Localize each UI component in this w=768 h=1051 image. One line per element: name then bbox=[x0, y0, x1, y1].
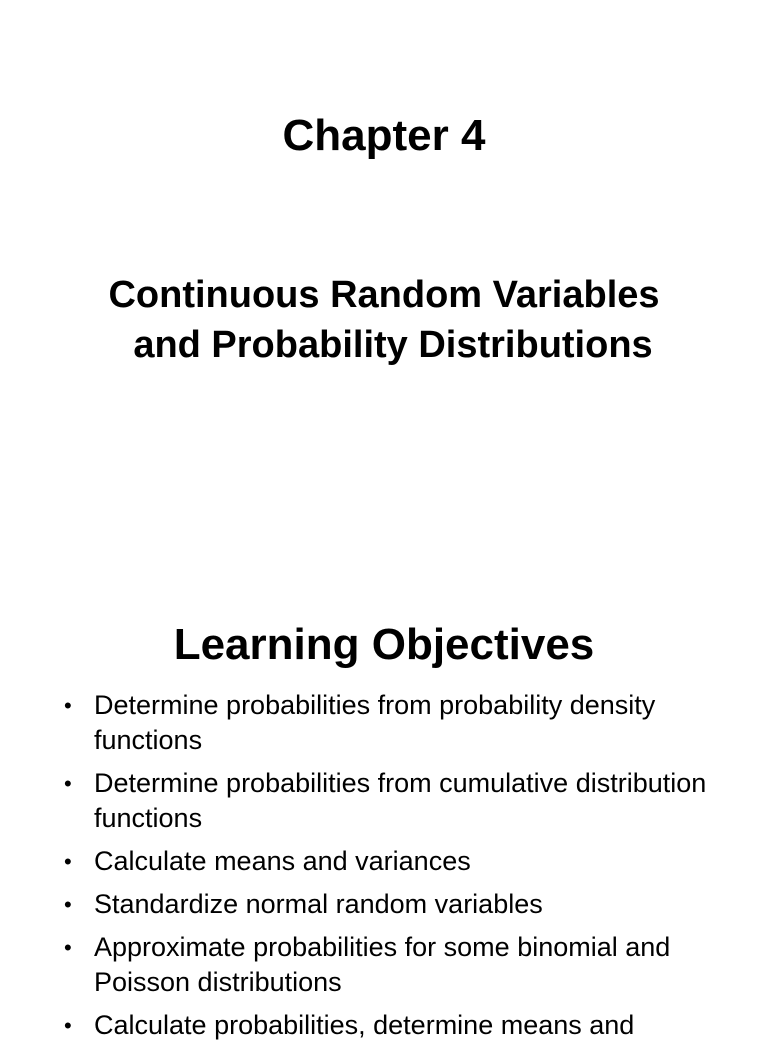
bullet-icon: • bbox=[64, 892, 72, 917]
list-item bbox=[64, 930, 744, 1000]
list-item-text: Determine probabilities from cumulative distribution functions bbox=[94, 768, 707, 833]
list-item-text: Approximate probabilities for some binomial and Poisson distributions bbox=[94, 932, 671, 997]
objectives-slide bbox=[0, 560, 768, 1040]
objectives-list bbox=[64, 688, 744, 1051]
list-item bbox=[64, 688, 744, 758]
subtitle-line-2: and Probability Distributions bbox=[133, 324, 653, 366]
bullet-icon: • bbox=[64, 935, 72, 960]
subtitle-line-1: Continuous Random Variables bbox=[108, 274, 660, 316]
chapter-title: Chapter 4 bbox=[282, 111, 486, 160]
objectives-title: Learning Objectives bbox=[173, 620, 595, 669]
bullet-icon: • bbox=[64, 849, 72, 874]
bullet-icon: • bbox=[64, 693, 72, 718]
list-item bbox=[64, 844, 744, 879]
list-item-text: Determine probabilities from probability density functions bbox=[94, 690, 656, 755]
list-item bbox=[64, 766, 744, 836]
chapter-subtitle bbox=[40, 270, 728, 370]
list-item bbox=[64, 887, 744, 922]
list-item-text: Calculate probabilities, determine means and bbox=[94, 1010, 635, 1040]
bullet-icon: • bbox=[64, 771, 72, 796]
list-item-text: Standardize normal random variables bbox=[94, 889, 543, 919]
list-item-text: Calculate means and variances bbox=[94, 846, 471, 876]
list-item bbox=[64, 1008, 744, 1043]
bullet-icon: • bbox=[64, 1013, 72, 1038]
